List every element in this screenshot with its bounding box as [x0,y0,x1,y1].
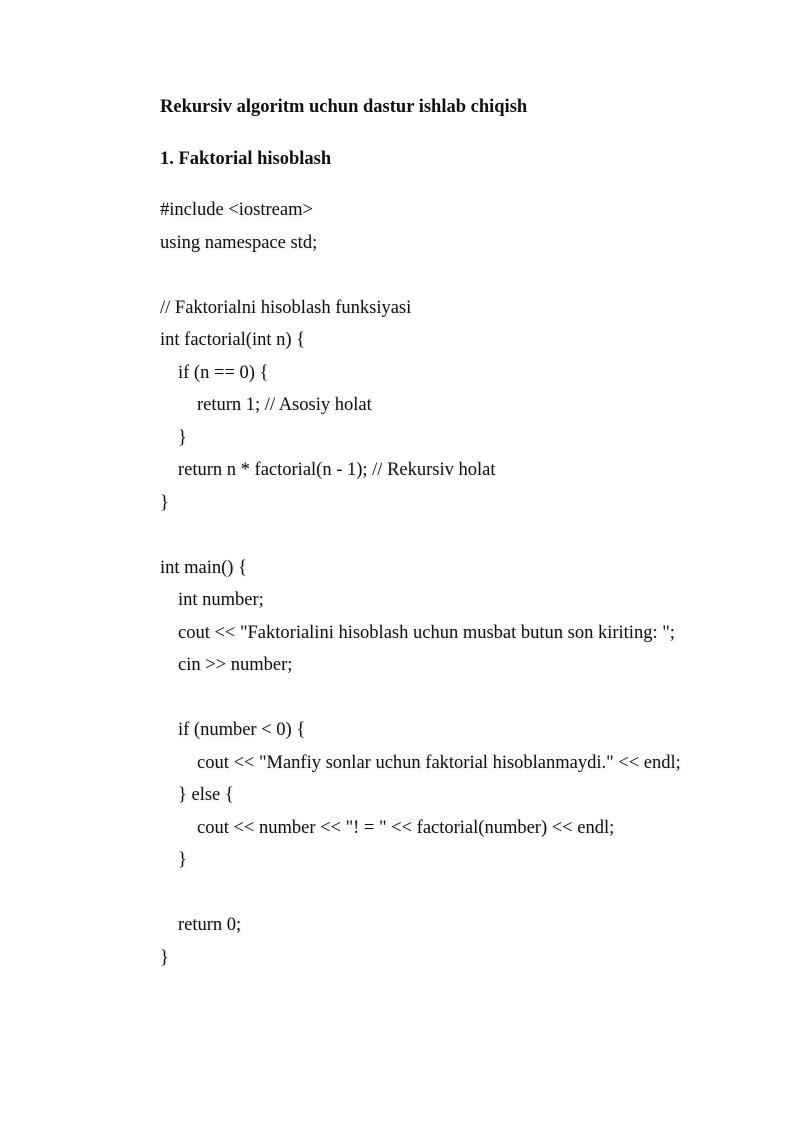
code-line: #include <iostream> [160,200,313,220]
code-line: int number; [178,590,264,610]
code-line: } [178,427,187,448]
code-line: } [160,947,169,968]
code-line: } [178,850,187,870]
code-line: int factorial(int n) { [160,330,306,350]
code-line: cin >> number; [178,655,293,675]
code-line: return 1; // Asosiy holat [197,395,372,415]
code-blank-line [160,881,780,914]
code-line: if (n == 0) { [178,362,269,383]
document-title: Rekursiv algoritm uchun dastur ishlab chiqish [160,97,528,117]
code-line: cout << "Manfiy sonlar uchun faktorial hisoblanmaydi." << endl; [197,752,681,773]
code-blank-line [160,686,780,719]
code-line: return n * factorial(n - 1); // Rekursiv holat [178,460,496,480]
code-block [160,198,780,978]
code-blank-line [160,523,780,556]
code-blank-line [160,263,780,296]
code-line: } [160,492,169,513]
code-line: return 0; [178,915,242,935]
code-line: // Faktorialni hisoblash funksiyasi [160,297,412,318]
code-line: if (number < 0) { [178,720,306,740]
code-line: cout << "Faktorialini hisoblash uchun musbat butun son kiriting: "; [178,622,675,643]
section-heading: 1. Faktorial hisoblash [160,149,332,169]
code-line: cout << number << "! = " << factorial(number) << endl; [197,817,615,838]
code-line: using namespace std; [160,232,318,253]
code-line: } else { [178,785,234,805]
code-line: int main() { [160,557,247,578]
